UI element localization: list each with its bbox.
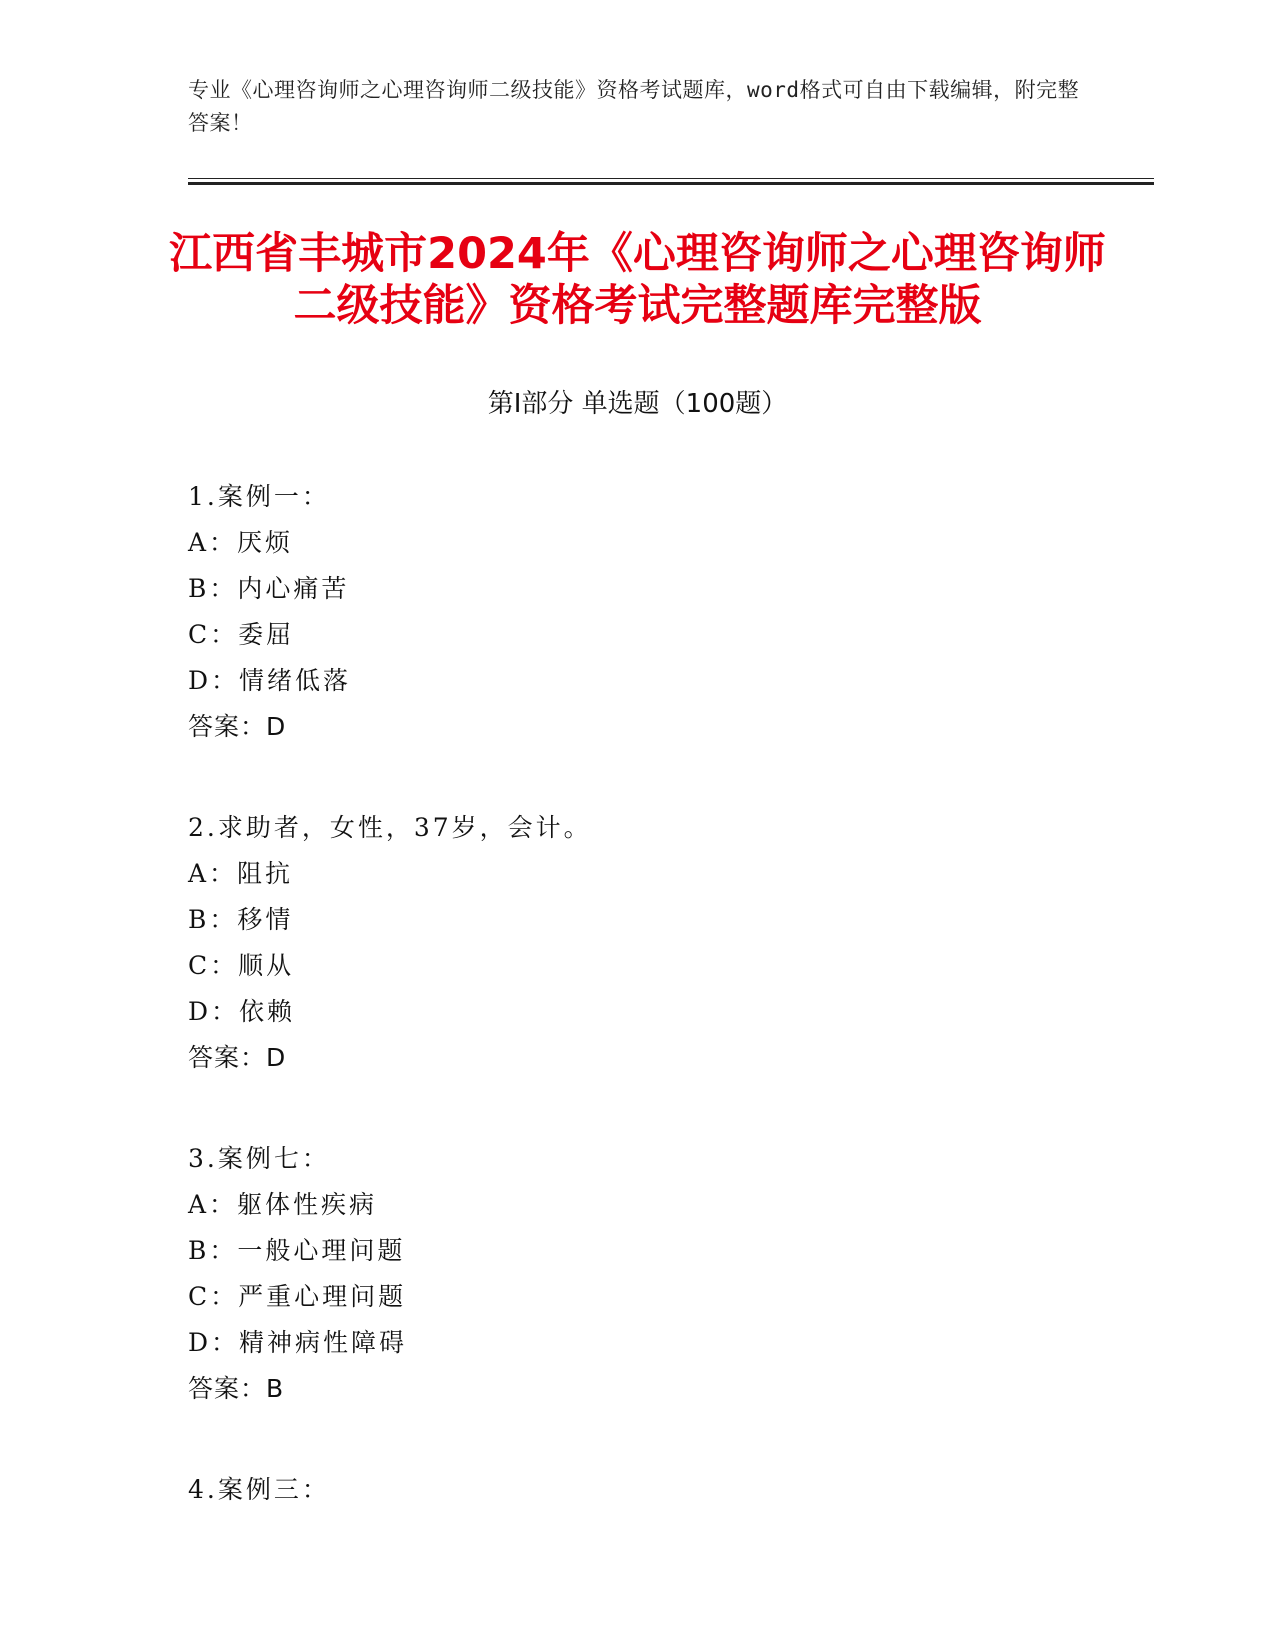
- option-d: D：情绪低落: [188, 666, 352, 695]
- option-b: B：内心痛苦: [188, 574, 350, 603]
- option-a: A：厌烦: [188, 528, 294, 557]
- question-stem: 3.案例七：: [188, 1144, 330, 1173]
- question-2: [188, 805, 1088, 1081]
- section-title: 第Ⅰ部分 单选题（100题）: [487, 389, 788, 419]
- option-b: B：一般心理问题: [188, 1236, 406, 1265]
- option-a: A：躯体性疾病: [188, 1190, 378, 1219]
- header-note: 专业《心理咨询师之心理咨询师二级技能》资格考试题库，word格式可自由下载编辑，附完整答案！: [188, 78, 1080, 135]
- option-c: C：严重心理问题: [188, 1282, 407, 1311]
- header-divider-thin: [188, 178, 1154, 179]
- question-4: [188, 1467, 1088, 1513]
- question-stem: 2.求助者，女性，37岁，会计。: [188, 813, 592, 842]
- answer-line: 答案：B: [188, 1374, 285, 1403]
- question-1: [188, 474, 1088, 750]
- option-d: D：精神病性障碍: [188, 1328, 408, 1357]
- option-d: D：依赖: [188, 997, 296, 1026]
- option-c: C：顺从: [188, 951, 295, 980]
- question-stem: 4.案例三：: [188, 1475, 330, 1504]
- option-a: A：阻抗: [188, 859, 294, 888]
- question-list: [188, 474, 1088, 1513]
- question-stem: 1.案例一：: [188, 482, 330, 511]
- option-c: C：委屈: [188, 620, 295, 649]
- question-3: [188, 1136, 1088, 1412]
- option-b: B：移情: [188, 905, 294, 934]
- header-divider-thick: [188, 182, 1154, 185]
- answer-line: 答案：D: [188, 712, 287, 741]
- document-title: 江西省丰城市2024年《心理咨询师之心理咨询师二级技能》资格考试完整题库完整版: [169, 229, 1106, 331]
- answer-line: 答案：D: [188, 1043, 287, 1072]
